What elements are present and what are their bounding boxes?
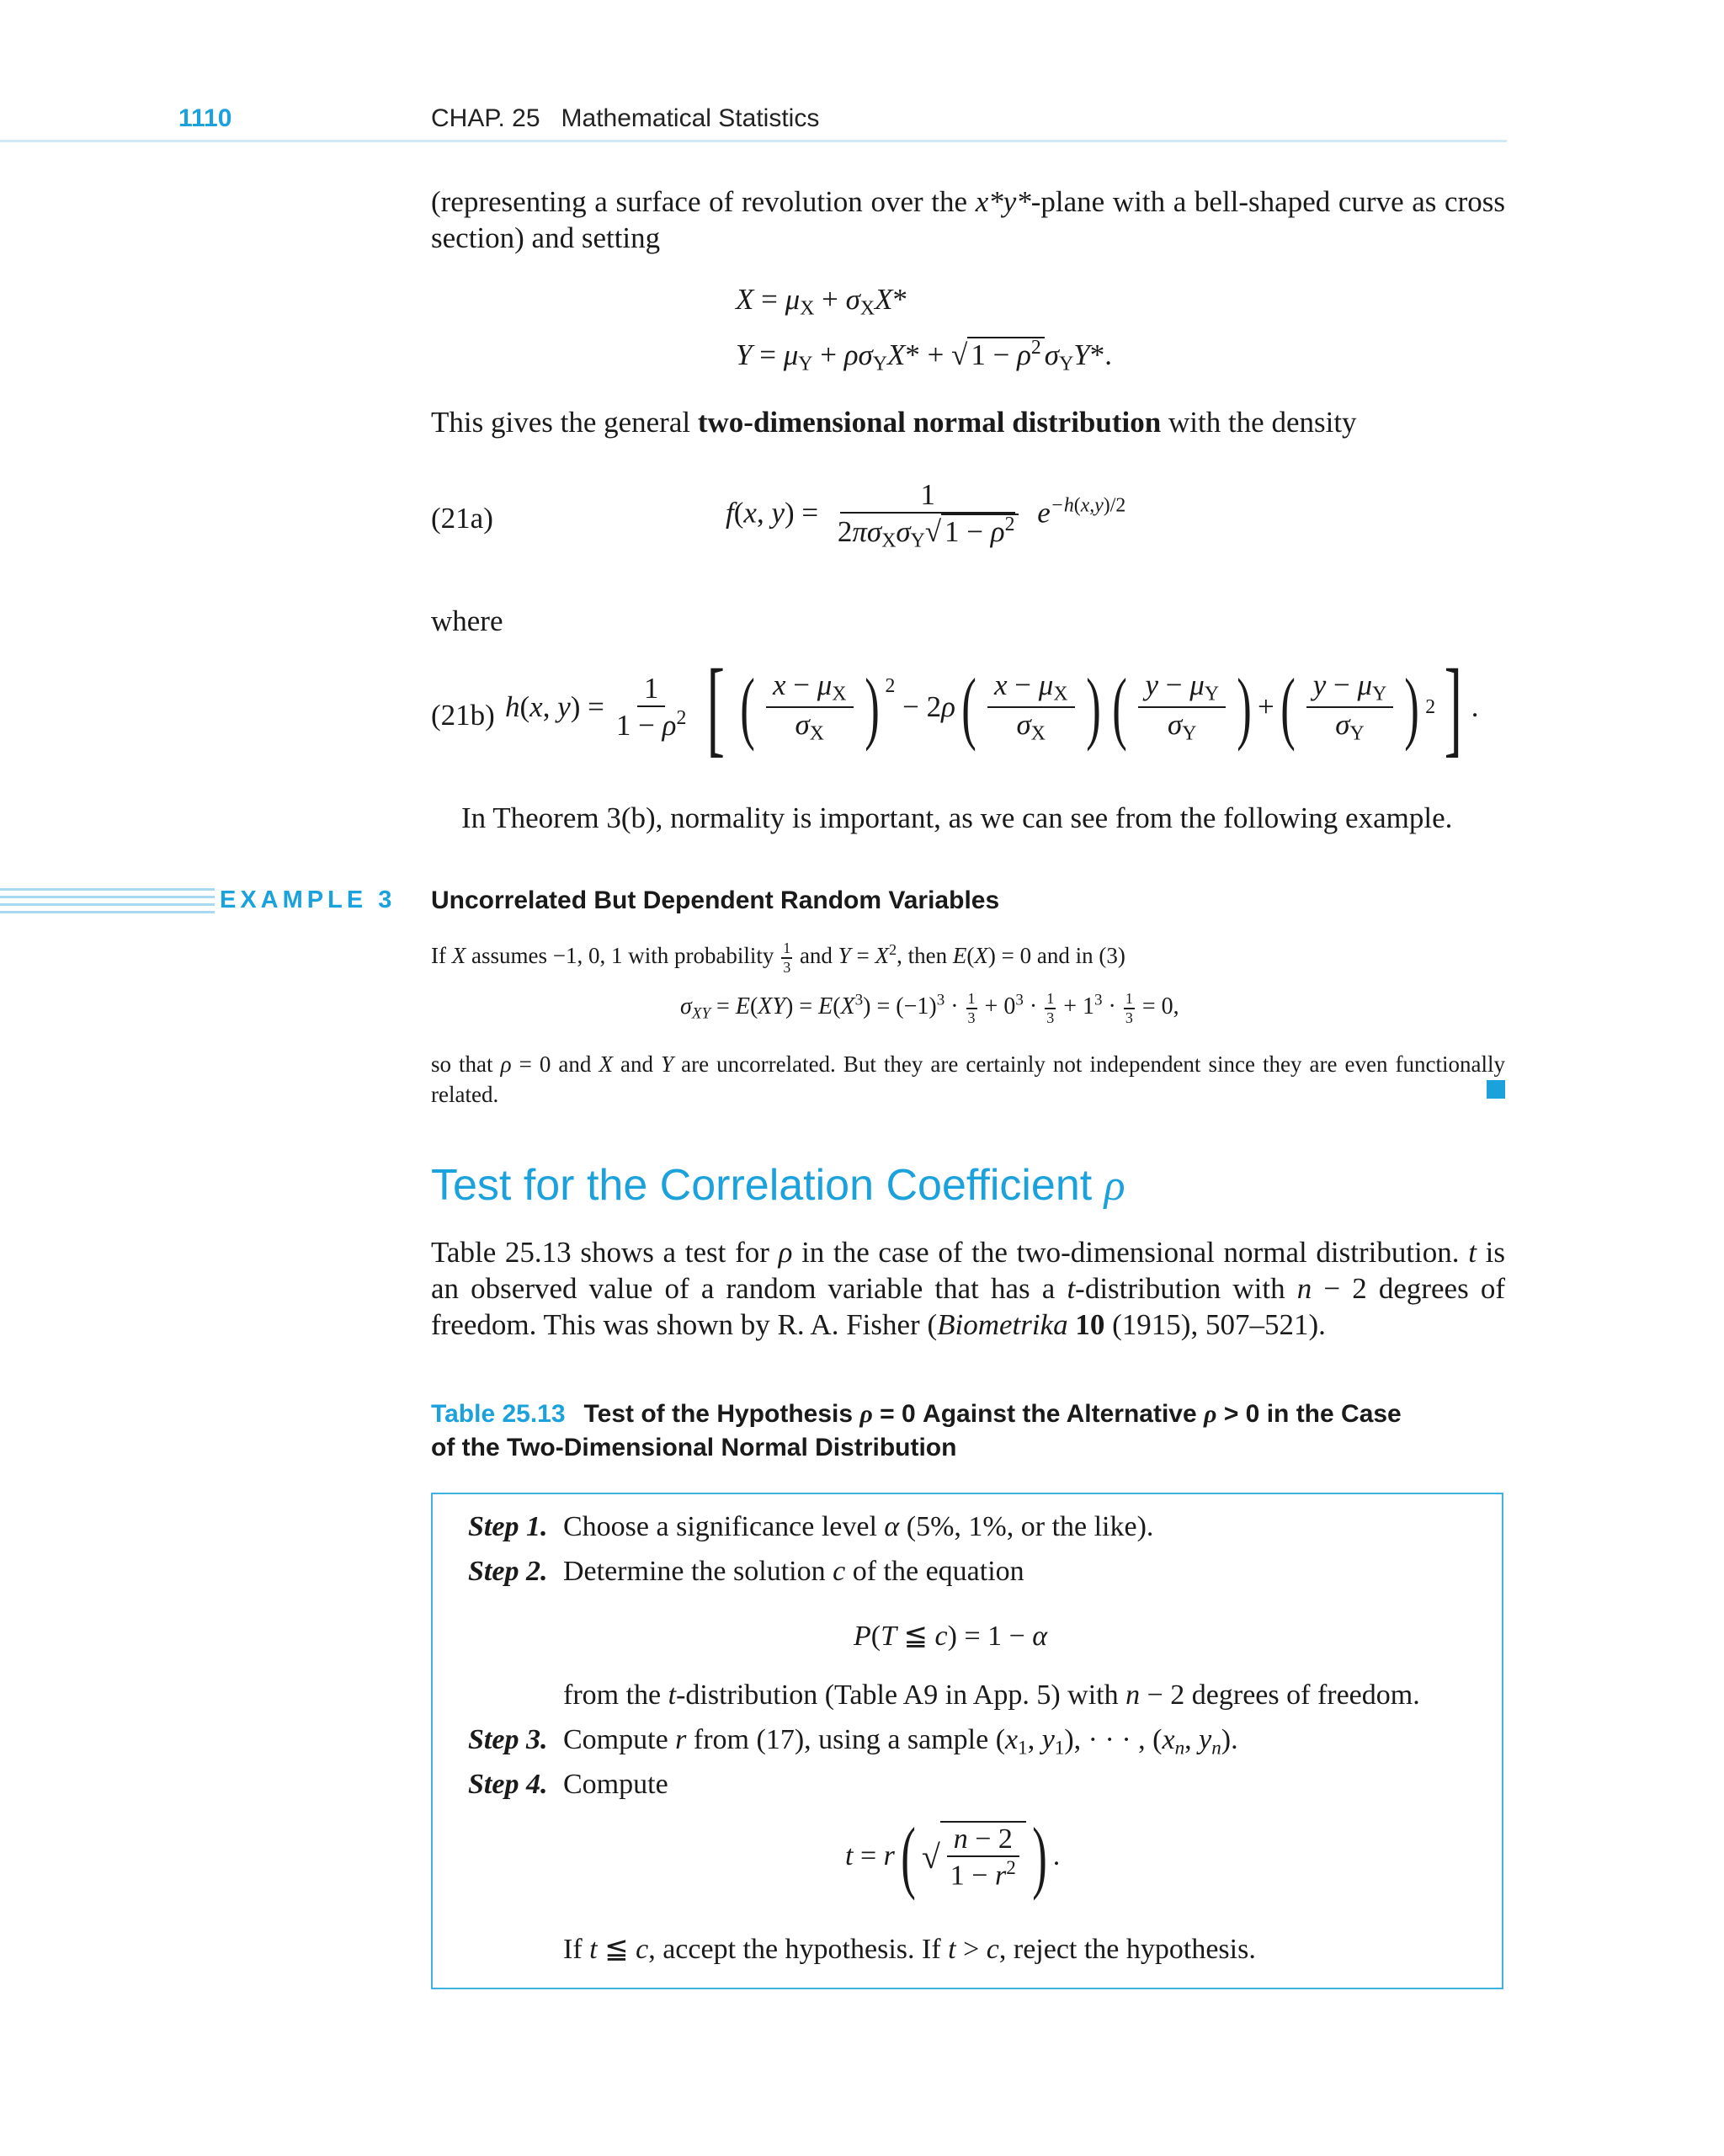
- equation-21b-label: (21b): [431, 699, 495, 732]
- intro-line-2: section) and setting: [431, 221, 661, 254]
- intro-paragraph: [431, 184, 1505, 256]
- table-caption: Table 25.13 Test of the Hypothesis ρ = 0 Against the Alternative ρ > 0 in the Case of the Two-Dimensional Normal Distribution: [431, 1397, 1508, 1465]
- equation-x-transform: $X = \mu_X + \sigma_XX*$: [736, 283, 907, 320]
- para-a: Table 25.13 shows a test for: [431, 1236, 779, 1269]
- step-2-text-a: Determine the solution: [563, 1556, 833, 1587]
- para-b: in the case of the two-dimensional normal distribution.: [792, 1236, 1469, 1269]
- step-2-continuation: from the t-distribution (Table A9 in App. 5) with n − 2 degrees of freedom.: [563, 1680, 1420, 1711]
- step-3-text-a: Compute: [563, 1724, 676, 1755]
- chapter-title: Mathematical Statistics: [561, 104, 820, 132]
- decision-a: If: [563, 1934, 590, 1965]
- section-heading-text: Test for the Correlation Coefficient: [431, 1161, 1093, 1210]
- decision-rule: If t ≦ c, accept the hypothesis. If t > c, reject the hypothesis.: [563, 1934, 1256, 1965]
- step-2-c-b: -distribution (Table A9 in App. 5) with: [676, 1680, 1126, 1711]
- intro-text-2: -plane with a bell-shaped curve as cross: [1030, 185, 1505, 218]
- para-journal: Biometrika: [937, 1308, 1068, 1341]
- step-4-equation: t = r ( √ $\frac{n - 2}{1 - r^2}$ ) .: [845, 1811, 1061, 1901]
- example-text-a: so that: [431, 1051, 501, 1077]
- equation-21a-label: (21a): [431, 502, 493, 535]
- para-volume: 10: [1075, 1308, 1105, 1341]
- intro-var: x*y*: [975, 185, 1031, 218]
- chapter-header: [431, 104, 819, 133]
- step-1-text-b: (5%, 1%, or the like).: [899, 1511, 1154, 1542]
- decision-b: , accept the hypothesis. If: [648, 1934, 949, 1965]
- step-1: Step 1. Choose a significance level α (5%, 1%, or the like).: [468, 1511, 1154, 1542]
- theorem-note: In Theorem 3(b), normality is important, as we can see from the following example.: [461, 801, 1453, 834]
- step-3-label: Step 3.: [468, 1724, 548, 1755]
- step-4-text: Compute: [563, 1769, 668, 1800]
- step-2-c-c: − 2 degrees of freedom.: [1140, 1680, 1420, 1711]
- step-2-c-a: from the: [563, 1680, 668, 1711]
- general-distribution-text: [431, 404, 1357, 440]
- intro-text: (representing a surface of revolution over the: [431, 185, 976, 218]
- para-d: an observed value of a random variable that has a: [431, 1272, 1067, 1305]
- page-number: 1110: [178, 104, 232, 132]
- step-4-label: Step 4.: [468, 1769, 548, 1800]
- section-paragraph: Table 25.13 shows a test for ρ in the case of the two-dimensional normal distribution. t is an observed value of a random variable that has a t-distribution with n − 2 degrees of freedom. This was shown by R. A. Fisher (Biometrika 10 (1915), 507–521).: [431, 1236, 1505, 1341]
- para-e: -distribution with: [1075, 1272, 1297, 1305]
- para-f: − 2 degrees of: [1312, 1272, 1505, 1305]
- step-1-text-a: Choose a significance level: [563, 1511, 885, 1542]
- step-2-equation: P(T ≦ c) = 1 − α: [854, 1621, 1048, 1652]
- equation-21b: h(x, y) = $\frac{1}{1 - \rho^2}$ [ ( $\frac{x - \mu_X}{\sigma_X}$ ) $^2$ − 2ρ ( $\frac{x - \mu_X}{\sigma_X}$ ) ( $\frac{y - \mu_Y}{\sigma_Y}$ ) + ( $\frac{y - \mu_Y}{\sigma_Y}$ ) 2 ] .: [505, 647, 1479, 767]
- example-covariance-equation: $\sigma_{XY} = E(XY) = E(X^3) = (-1)^3$ · $\frac{1}{3}$ + $0^3$ · $\frac{1}{3}$ + $1^3$ · $\frac{1}{3}$ = 0,: [680, 990, 1179, 1026]
- example-text-2: so that ρ = 0 and X and Y are uncorrelated. But they are certainly not independent since they are even functionally related.: [431, 1049, 1505, 1110]
- para-g: freedom. This was shown by R. A. Fisher (: [431, 1308, 938, 1341]
- end-of-example-mark: [1487, 1080, 1505, 1099]
- where-text: where: [431, 604, 503, 637]
- example-text-b: = 0 and: [511, 1051, 599, 1077]
- step-2-text-b: of the equation: [845, 1556, 1024, 1587]
- table-title-b: = 0 Against the Alternative: [872, 1400, 1205, 1428]
- para-h: (1915), 507–521).: [1104, 1308, 1326, 1341]
- general-text-post: with the density: [1161, 406, 1357, 439]
- step-3: Step 3. Compute r from (17), using a sample ($x_1$, $y_1$), · · · , ($x_n$, $y_n$).: [468, 1724, 1238, 1759]
- general-text-pre: This gives the general: [431, 406, 698, 439]
- table-title-c: > 0 in the Case: [1216, 1400, 1402, 1428]
- section-heading: [431, 1160, 1125, 1211]
- chapter-number: CHAP. 25: [431, 104, 540, 132]
- step-3-text-b: from (17), using a sample (: [686, 1724, 1006, 1755]
- equation-y-transform: $Y = \mu_Y + \rho\sigma_YX*$ + √ $1 - \rho^2$ $\sigma_YY*$.: [736, 337, 1112, 375]
- example-text-c: and: [612, 1051, 662, 1077]
- table-label: Table 25.13: [431, 1400, 566, 1428]
- table-title-d: of the Two-Dimensional Normal Distribution: [431, 1434, 957, 1461]
- example-text-d: are uncorrelated. But they are certainly not independent since they are even functionally: [673, 1051, 1506, 1077]
- table-title-a: Test of the Hypothesis: [583, 1400, 860, 1428]
- section-heading-symbol: ρ: [1104, 1162, 1125, 1210]
- equation-21a: f(x, y) = $\frac{1}{2\pi\sigma_X\sigma_Y√ 1 - \rho^2}$ $e^{-h(x,y)/2}$: [726, 478, 1126, 552]
- example-label: EXAMPLE 3: [215, 886, 396, 914]
- header-rule: [0, 140, 1507, 142]
- example-text-e: related.: [431, 1082, 499, 1107]
- general-text-bold: two-dimensional normal distribution: [697, 406, 1162, 439]
- example-title: Uncorrelated But Dependent Random Variables: [431, 886, 1000, 914]
- step-2: Step 2. Determine the solution c of the equation: [468, 1556, 1024, 1587]
- step-4: [468, 1769, 668, 1801]
- example-text-1: If X assumes −1, 0, 1 with probability $\frac{1}{3}$ and $Y = X^2$, then E(X) = 0 and in (3): [431, 940, 1125, 976]
- procedure-box: [431, 1493, 1503, 1989]
- decision-c: , reject the hypothesis.: [998, 1934, 1256, 1965]
- step-1-label: Step 1.: [468, 1511, 548, 1542]
- para-c: is: [1476, 1236, 1505, 1269]
- step-2-label: Step 2.: [468, 1556, 548, 1587]
